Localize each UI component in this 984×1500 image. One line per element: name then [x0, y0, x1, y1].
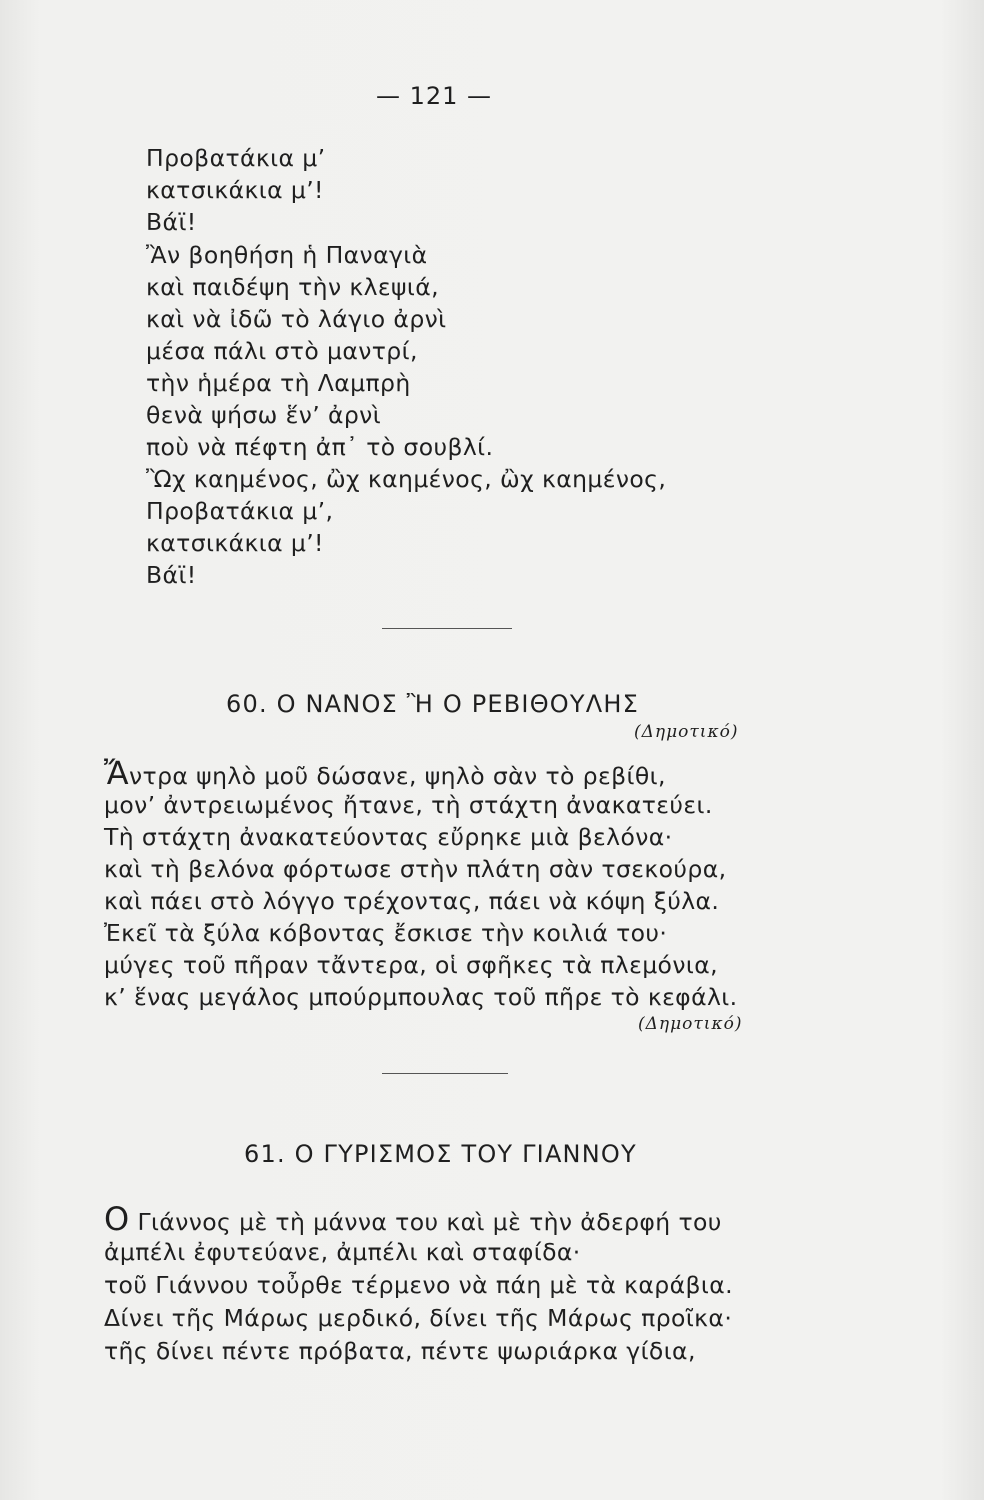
verse-line: Προβατάκια μ’,: [146, 497, 334, 525]
drop-cap: Ο: [104, 1200, 130, 1238]
verse-line: καὶ πάει στὸ λόγγο τρέχοντας, πάει νὰ κόψη ξύλα.: [104, 887, 720, 915]
poem-61-title: 61. Ο ΓΥΡΙΣΜΟΣ ΤΟΥ ΓΙΑΝΝΟΥ: [244, 1140, 637, 1168]
verse-line: τὴν ἡμέρα τὴ Λαμπρὴ: [146, 369, 411, 397]
verse-line: καὶ τὴ βελόνα φόρτωσε στὴν πλάτη σὰν τσεκούρα,: [104, 855, 727, 883]
verse-line: μέσα πάλι στὸ μαντρί,: [146, 337, 418, 365]
verse-line: τῆς δίνει πέντε πρόβατα, πέντε ψωριάρκα γίδια,: [104, 1337, 696, 1365]
section-divider: [382, 1073, 508, 1074]
verse-line: τοῦ Γιάννου τοὖρθε τέρμενο νὰ πάη μὲ τὰ καράβια.: [104, 1271, 733, 1299]
drop-cap: Ἄ: [104, 754, 130, 792]
poem-60-title: 60. Ο ΝΑΝΟΣ Ἢ Ο ΡΕΒΙΘΟΥΛΗΣ: [226, 690, 639, 718]
verse-line: Ἐκεῖ τὰ ξύλα κόβοντας ἔσκισε τὴν κοιλιά του·: [104, 919, 668, 947]
verse-line: [104, 754, 666, 792]
verse-line: Δίνει τῆς Μάρως μερδικό, δίνει τῆς Μάρως προῖκα·: [104, 1304, 733, 1332]
poem-60-source-bottom: (Δημοτικό): [638, 1014, 743, 1034]
verse-line: ἀμπέλι ἐφυτεύανε, ἀμπέλι καὶ σταφίδα·: [104, 1238, 581, 1266]
verse-line: Ὢχ καημένος, ὢχ καημένος, ὢχ καημένος,: [146, 465, 667, 493]
verse-line: [104, 1200, 722, 1238]
verse-line: κ’ ἕνας μεγάλος μπούρμπουλας τοῦ πῆρε τὸ κεφάλι.: [104, 983, 738, 1011]
verse-line: Τὴ στάχτη ἀνακατεύοντας εὔρηκε μιὰ βελόνα·: [104, 823, 673, 851]
verse-line: Βάϊ!: [146, 208, 197, 236]
verse-line: καὶ παιδέψη τὴν κλεψιά,: [146, 273, 440, 301]
verse-line: ποὺ νὰ πέφτη ἀπ᾽ τὸ σουβλί.: [146, 433, 494, 461]
verse-line: Ἂν βοηθήση ἡ Παναγιὰ: [146, 241, 428, 269]
section-divider: [382, 628, 512, 629]
verse-line: μύγες τοῦ πῆραν τἄντερα, οἱ σφῆκες τὰ πλεμόνια,: [104, 951, 718, 979]
verse-line: Προβατάκια μ’: [146, 144, 326, 172]
verse-text: Γιάννος μὲ τὴ μάννα του καὶ μὲ τὴν ἀδερφή του: [129, 1208, 722, 1236]
verse-line: κατσικάκια μ’!: [146, 529, 324, 557]
verse-line: κατσικάκια μ’!: [146, 176, 324, 204]
verse-text: ντρα ψηλὸ μοῦ δώσανε, ψηλὸ σὰν τὸ ρεβίθι,: [129, 762, 666, 790]
page-number: — 121 —: [375, 82, 493, 110]
poem-60-source-top: (Δημοτικό): [634, 722, 739, 742]
verse-line: θενὰ ψήσω ἕν’ ἀρνὶ: [146, 401, 382, 429]
verse-line: Βάϊ!: [146, 561, 197, 589]
verse-line: μον’ ἀντρειωμένος ἤτανε, τὴ στάχτη ἀνακατεύει.: [104, 791, 713, 819]
verse-line: καὶ νὰ ἰδῶ τὸ λάγιο ἀρνὶ: [146, 305, 447, 333]
